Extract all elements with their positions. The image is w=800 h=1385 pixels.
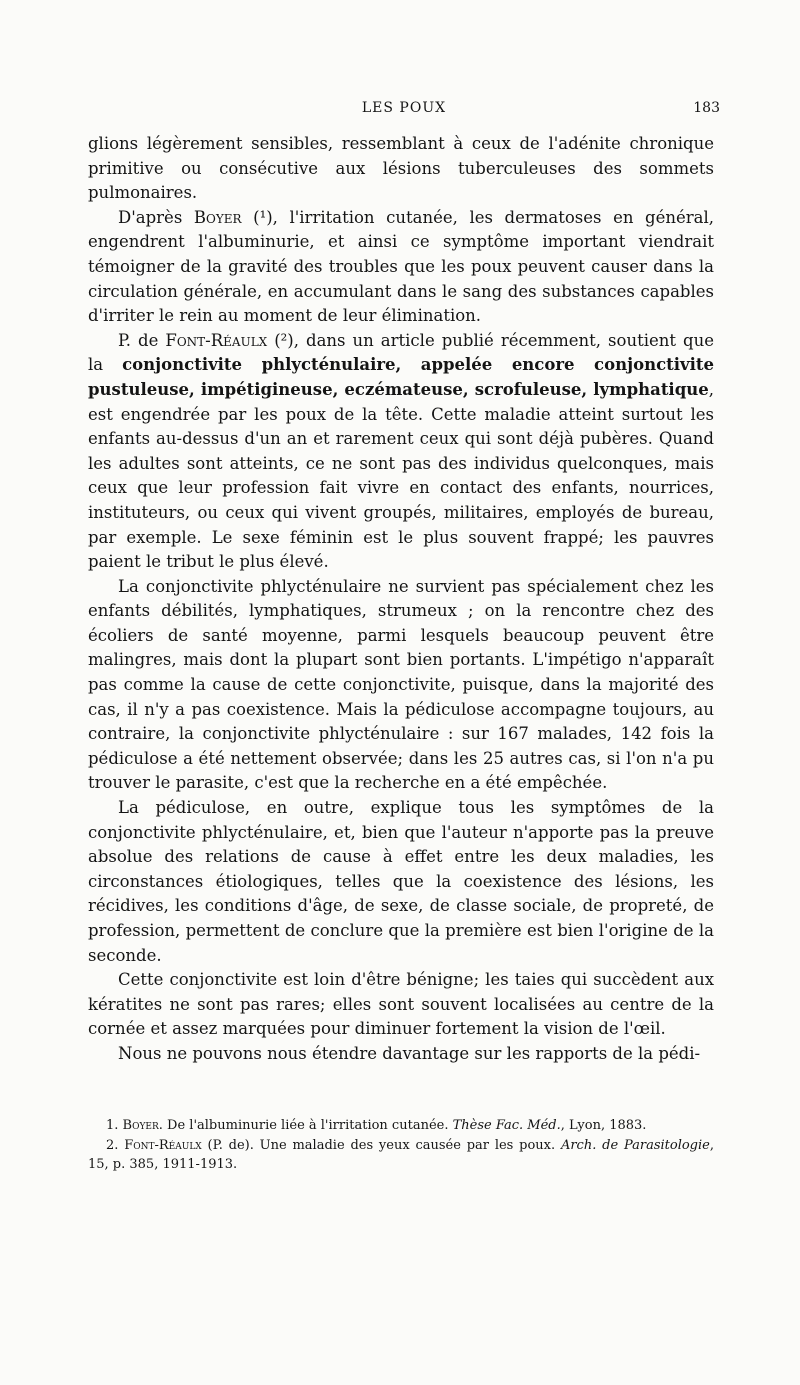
paragraph-6-text: Cette conjonctivite est loin d'être bénigne; les taies qui succèdent aux kératites ne sont pas rares; elles sont souvent localisées au centre de la cornée et assez marquées pour diminuer fortement la vision de l'œil.	[88, 970, 714, 1039]
body-text	[88, 132, 714, 1067]
disease-names: conjonctivite phlycténulaire, appelée encore conjonctivite pustuleuse, impétigineuse, eczémateuse, scrofuleuse, lymphatique	[88, 355, 714, 399]
paragraph-2-lead: D'après	[118, 207, 194, 227]
paragraph-4-text: La conjonctivite phlycténulaire ne survient pas spécialement chez les enfants débilités, lymphatiques, strumeux ; on la rencontre chez des écoliers de santé moyenne, parmi lesquels beaucoup peuvent être malingres, mais dont la plupart sont bien portants. L'impétigo n'apparaît pas comme la cause de cette conjonctivite, puisque, dans la majorité des cas, il n'y a pas coexistence. Mais la pédiculose accompagne toujours, au contraire, la conjonctivite phlycténulaire : sur 167 malades, 142 fois la pédiculose a été nettement observée; dans les 25 autres cas, si l'on n'a pu trouver le parasite, c'est que la recherche en a été empêchée.	[88, 576, 714, 793]
paragraph-7	[88, 1042, 714, 1067]
paragraph-3-lead: , dans un article publié récemment, soutient que la	[88, 330, 714, 375]
footnotes	[88, 1116, 714, 1175]
paragraph-6	[88, 968, 714, 1042]
footnote-2-author: Font-Réaulx	[124, 1137, 202, 1153]
paragraph-5	[88, 796, 714, 968]
footnote-1-source: Thèse Fac. Méd.	[452, 1118, 561, 1133]
running-title: LES POUX	[361, 100, 447, 116]
paragraph-2-text: , l'irritation cutanée, les dermatoses en général, engendrent l'albuminurie, et ainsi ce symptôme important viendrait témoigner de la gravité des troubles que les poux peuvent causer dans la circulation générale, en accumulant dans le sang des substances capables d'irriter le rein au moment de leur élimination.	[88, 207, 715, 326]
paragraph-3-initial: P. de	[118, 330, 166, 350]
page-header	[88, 100, 720, 122]
footnote-1	[88, 1116, 714, 1136]
author-font-reaulx: Font-Réaulx	[165, 330, 268, 350]
paragraph-1	[88, 132, 714, 206]
page-number: 183	[693, 100, 720, 116]
footnote-ref-2[interactable]: (²)	[267, 330, 294, 350]
paragraph-7-text: Nous ne pouvons nous étendre davantage sur les rapports de la pédi-	[118, 1043, 701, 1063]
paragraph-3-text: , est engendrée par les poux de la tête. Cette maladie atteint surtout les enfants au-dessus d'un an et rarement ceux qui sont déjà pubères. Quand les adultes sont atteints, ce ne sont pas des individus quelconques, mais ceux que leur profession fait vivre en contact des enfants, nourrices, instituteurs, ou ceux qui vivent groupés, militaires, employés de bureau, par exemple. Le sexe féminin est le plus souvent frappé; les pauvres paient le tribut le plus élevé.	[88, 379, 714, 572]
paragraph-2	[88, 206, 714, 329]
footnote-1-number: 1.	[106, 1118, 123, 1133]
footnote-1-end: , Lyon, 1883.	[560, 1118, 647, 1133]
author-boyer: Boyer	[193, 207, 242, 227]
footnote-2-title: (P. de). Une maladie des yeux causée par les poux.	[201, 1137, 561, 1153]
footnote-2-source: Arch. de Parasitologie	[560, 1137, 710, 1153]
paragraph-1-text: glions légèrement sensibles, ressemblant à ceux de l'adénite chronique primitive ou consécutive aux lésions tuberculeuses des sommets pulmonaires.	[88, 134, 714, 203]
footnote-1-title: . De l'albuminurie liée à l'irritation cutanée.	[158, 1118, 453, 1133]
footnote-2-end: , 15, p. 385, 1911-1913.	[88, 1137, 714, 1172]
footnote-ref-1[interactable]: (¹)	[241, 207, 273, 227]
paragraph-4	[88, 575, 714, 796]
footnote-1-author: Boyer	[122, 1118, 159, 1133]
footnote-2-number: 2.	[106, 1137, 125, 1153]
paragraph-3	[88, 329, 714, 575]
footnote-2	[88, 1136, 714, 1175]
paragraph-5-text: La pédiculose, en outre, explique tous les symptômes de la conjonctivite phlycténulaire, et, bien que l'auteur n'apporte pas la preuve absolue des relations de cause à effet entre les deux maladies, les circonstances étiologiques, telles que la coexistence des lésions, les récidives, les conditions d'âge, de sexe, de classe sociale, de propreté, de profession, permettent de conclure que la première est bien l'origine de la seconde.	[88, 798, 714, 965]
